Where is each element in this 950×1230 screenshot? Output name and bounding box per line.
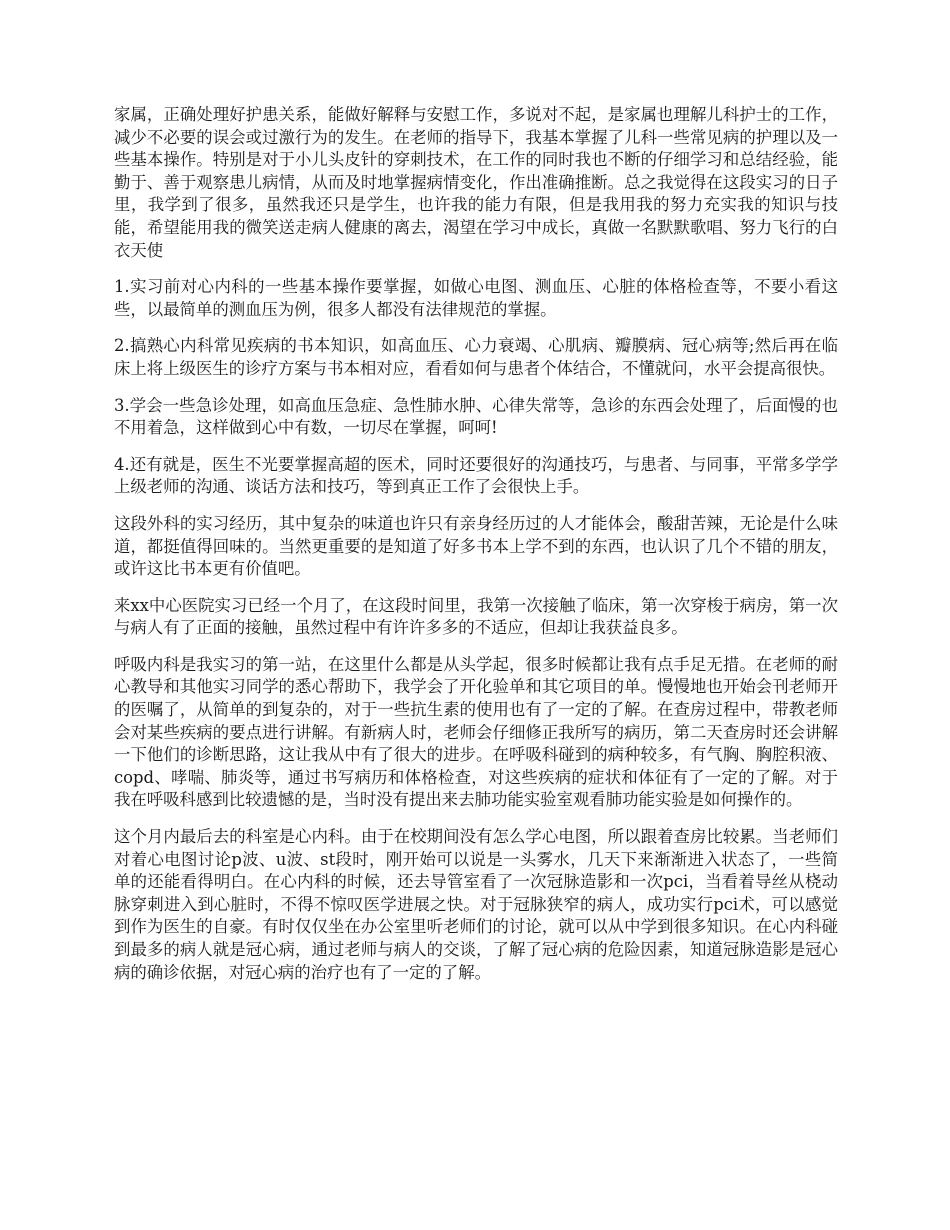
paragraph-surgery-reflection: 这段外科的实习经历，其中复杂的味道也许只有亲身经历过的人才能体会，酸甜苦辣，无论是什么味道，都挺值得回味的。当然更重要的是知道了好多书本上学不到的东西，也认识了几个不错的朋友，或许这比书本更有价值吧。 <box>114 513 838 579</box>
paragraph-respiratory-dept: 呼吸内科是我实习的第一站，在这里什么都是从头学起，很多时候都让我有点手足无措。在老师的耐心教导和其他实习同学的悉心帮助下，我学会了开化验单和其它项目的单。慢慢地也开始会刊老师开的医嘱了，从简单的到复杂的，对于一些抗生素的使用也有了一定的了解。在查房过程中，带教老师会对某些疾病的要点进行讲解。有新病人时，老师会仔细修正我所写的病历，第二天查房时还会讲解一下他们的诊断思路，这让我从中有了很大的进步。在呼吸科碰到的病种较多，有气胸、胸腔积液、copd、哮喘、肺炎等，通过书写病历和体格检查，对这些疾病的症状和体征有了一定的了解。对于我在呼吸科感到比较遗憾的是，当时没有提出来去肺功能实验室观看肺功能实验是如何操作的。 <box>114 654 838 810</box>
paragraph-tip-4: 4.还有就是，医生不光要掌握高超的医术，同时还要很好的沟通技巧，与患者、与同事，平常多学学上级老师的沟通、谈话方法和技巧，等到真正工作了会很快上手。 <box>114 454 838 497</box>
paragraph-tip-2: 2.搞熟心内科常见疾病的书本知识，如高血压、心力衰竭、心肌病、瓣膜病、冠心病等;然后再在临床上将上级医生的诊疗方案与书本相对应，看看如何与患者个体结合，不懂就问，水平会提高很快。 <box>114 336 838 378</box>
paragraph-tip-1: 1.实习前对心内科的一些基本操作要掌握，如做心电图、测血压、心脏的体格检查等，不要小看这些，以最简单的测血压为例，很多人都没有法律规范的掌握。 <box>114 277 838 319</box>
paragraph-pediatrics-summary: 家属，正确处理好护患关系，能做好解释与安慰工作，多说对不起，是家属也理解儿科护士的工作，减少不必要的误会或过激行为的发生。在老师的指导下，我基本掌握了儿科一些常见病的护理以及一些基本操作。特别是对于小儿头皮针的穿刺技术，在工作的同时我也不断的仔细学习和总结经验，能勤于、善于观察患儿病情，从而及时地掌握病情变化，作出准确推断。总之我觉得在这段实习的日子里，我学到了很多，虽然我还只是学生，也许我的能力有限，但是我用我的努力充实我的知识与技能，希望能用我的微笑送走病人健康的离去，渴望在学习中成长，真做一名默默歌唱、努力飞行的白衣天使 <box>114 105 838 260</box>
paragraph-cardiology-dept: 这个月内最后去的科室是心内科。由于在校期间没有怎么学心电图，所以跟着查房比较累。当老师们对着心电图讨论p波、u波、st段时，刚开始可以说是一头雾水，几天下来渐渐进入状态了，一些简单的还能看得明白。在心内科的时候，还去导管室看了一次冠脉造影和一次pci，当看着导丝从桡动脉穿刺进入到心脏时，不得不惊叹医学进展之快。对于冠脉狭窄的病人，成功实行pci术，可以感觉到作为医生的自豪。有时仅仅坐在办公室里听老师们的讨论，就可以从中学到很多知识。在心内科碰到最多的病人就是冠心病，通过老师与病人的交谈，了解了冠心病的危险因素，知道冠脉造影是冠心病的确诊依据，对冠心病的治疗也有了一定的了解。 <box>114 827 838 982</box>
document-body <box>114 104 838 998</box>
paragraph-tip-3: 3.学会一些急诊处理，如高血压急症、急性肺水肿、心律失常等，急诊的东西会处理了，后面慢的也不用着急，这样做到心中有数，一切尽在掌握，呵呵! <box>114 395 838 438</box>
paragraph-internship-intro: 来xx中心医院实习已经一个月了，在这段时间里，我第一次接触了临床，第一次穿梭于病房，第一次与病人有了正面的接触，虽然过程中有许许多多的不适应，但却让我获益良多。 <box>114 595 838 638</box>
